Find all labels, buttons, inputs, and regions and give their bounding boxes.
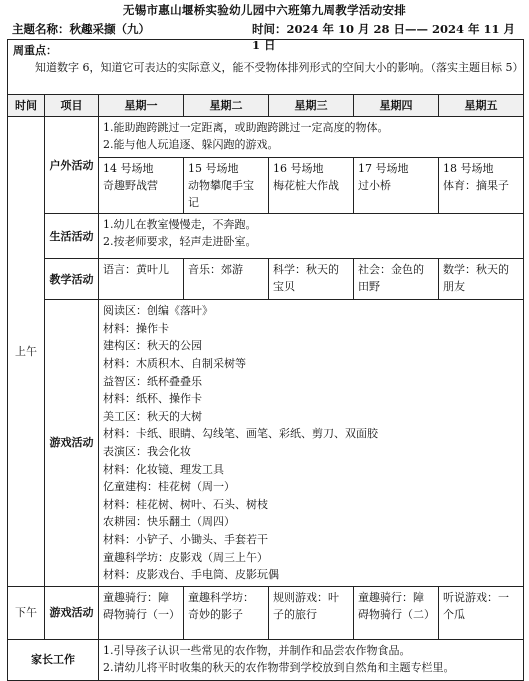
games-line: 材料：化妆镜、理发工具 bbox=[103, 462, 224, 476]
games-line: 建构区：秋天的公园 bbox=[103, 339, 202, 353]
parents-line: 2.请幼儿将平时收集的秋天的农作物带到学校放到自然角和主题专栏里。 bbox=[103, 660, 455, 674]
header-wednesday: 星期三 bbox=[269, 95, 354, 117]
games-content bbox=[99, 300, 524, 587]
venue: 15 号场地 bbox=[188, 162, 239, 176]
parents-row bbox=[8, 639, 524, 680]
header-time: 时间 bbox=[8, 95, 45, 117]
games-line: 材料：操作卡 bbox=[103, 321, 169, 335]
afternoon-row bbox=[8, 586, 524, 639]
header-thursday: 星期四 bbox=[354, 95, 439, 117]
outdoor-monday bbox=[99, 158, 184, 214]
life-line: 2.按老师要求，轻声走进卧室。 bbox=[103, 235, 257, 249]
theme-value: 秋趣采撷（九） bbox=[69, 22, 150, 36]
life-label: 生活活动 bbox=[45, 214, 99, 259]
venue: 14 号场地 bbox=[103, 162, 154, 176]
outdoor-goals-row bbox=[8, 117, 524, 158]
games-line: 农耕园：快乐翻土（周四） bbox=[103, 515, 235, 529]
games-line: 益智区：纸杯叠叠乐 bbox=[103, 374, 202, 388]
games-line: 材料：纸杯、操作卡 bbox=[103, 392, 202, 406]
header-tuesday: 星期二 bbox=[184, 95, 269, 117]
header-row bbox=[8, 95, 524, 117]
activity: 体育：摘果子 bbox=[443, 179, 509, 193]
time-value: 2024 年 10 月 28 日—— 2024 年 11 月 1 日 bbox=[252, 22, 516, 52]
venue: 17 号场地 bbox=[358, 162, 409, 176]
games-line: 材料：小铲子、小锄头、手套若干 bbox=[103, 532, 268, 546]
theme-label: 主题名称： bbox=[12, 22, 70, 36]
venue: 16 号场地 bbox=[273, 162, 324, 176]
pm-wednesday: 规则游戏：叶子的旅行 bbox=[269, 586, 354, 639]
pm-monday: 童趣骑行：障碍物骑行（一） bbox=[99, 586, 184, 639]
outdoor-goal: 2.能与他人玩追逐、躲闪跑的游戏。 bbox=[103, 138, 279, 152]
activity: 过小桥 bbox=[358, 179, 391, 193]
header-friday: 星期五 bbox=[439, 95, 524, 117]
life-line: 1.幼儿在教室慢慢走，不奔跑。 bbox=[103, 218, 257, 232]
life-content bbox=[99, 214, 524, 259]
week-focus-cell bbox=[8, 40, 524, 95]
focus-text: 知道数字 6，知道它可表达的实际意义，能不受物体排列形式的空间大小的影响。（落实主题目标 5） bbox=[35, 61, 524, 75]
games-line: 材料：卡纸、眼睛、勾线笔、画笔、彩纸、剪刀、双面胶 bbox=[103, 427, 378, 441]
games-line: 表演区：我会化妆 bbox=[103, 444, 191, 458]
page-title: 无锡市惠山堰桥实验幼儿园中六班第九周教学活动安排 bbox=[122, 3, 407, 17]
time-label: 时间： bbox=[252, 22, 287, 36]
pm-games-label: 游戏活动 bbox=[45, 586, 99, 639]
focus-heading: 周重点： bbox=[13, 44, 57, 57]
teaching-friday: 数学：秋天的朋友 bbox=[439, 259, 524, 300]
teaching-label: 教学活动 bbox=[45, 259, 99, 300]
outdoor-goal: 1.能助跑跨跳过一定距离，或助跑跨跳过一定高度的物体。 bbox=[103, 121, 389, 135]
teaching-tuesday: 音乐：郊游 bbox=[184, 259, 269, 300]
games-row bbox=[8, 300, 524, 587]
games-line: 亿童建构：桂花树（周一） bbox=[103, 480, 235, 494]
teaching-wednesday: 科学：秋天的宝贝 bbox=[269, 259, 354, 300]
outdoor-tuesday bbox=[184, 158, 269, 214]
activity: 梅花桩大作战 bbox=[273, 179, 339, 193]
activity: 动物攀爬手宝记 bbox=[188, 179, 254, 210]
venue: 18 号场地 bbox=[443, 162, 494, 176]
life-row bbox=[8, 214, 524, 259]
morning-label: 上午 bbox=[8, 117, 45, 587]
outdoor-thursday bbox=[354, 158, 439, 214]
outdoor-friday bbox=[439, 158, 524, 214]
outdoor-label: 户外活动 bbox=[45, 117, 99, 214]
pm-thursday: 童趣骑行：障碍物骑行（二） bbox=[354, 586, 439, 639]
teaching-monday: 语言：黄叶儿 bbox=[99, 259, 184, 300]
games-line: 美工区：秋天的大树 bbox=[103, 409, 202, 423]
teaching-row bbox=[8, 259, 524, 300]
games-line: 材料：桂花树、树叶、石头、树枝 bbox=[103, 497, 268, 511]
games-line: 材料：木质积木、自制采树等 bbox=[103, 356, 246, 370]
games-line: 阅读区：创编《落叶》 bbox=[103, 304, 213, 318]
activity: 奇趣野战营 bbox=[103, 179, 158, 193]
pm-friday: 听说游戏：一个瓜 bbox=[439, 586, 524, 639]
header-monday: 星期一 bbox=[99, 95, 184, 117]
parents-label: 家长工作 bbox=[8, 639, 99, 680]
outdoor-goals bbox=[99, 117, 524, 158]
afternoon-label: 下午 bbox=[8, 586, 45, 639]
parents-content bbox=[99, 639, 524, 680]
pm-tuesday: 童趣科学坊：奇妙的影子 bbox=[184, 586, 269, 639]
parents-line: 1.引导孩子认识一些常见的农作物，并制作和品尝农作物食品。 bbox=[103, 643, 411, 657]
games-line: 童趣科学坊：皮影戏（周三上午） bbox=[103, 550, 268, 564]
teaching-thursday: 社会：金色的田野 bbox=[354, 259, 439, 300]
games-line: 材料：皮影戏台、手电筒、皮影玩偶 bbox=[103, 568, 279, 582]
games-label: 游戏活动 bbox=[45, 300, 99, 587]
schedule-table bbox=[7, 39, 524, 681]
outdoor-wednesday bbox=[269, 158, 354, 214]
focus-row bbox=[8, 40, 524, 95]
header-item: 项目 bbox=[45, 95, 99, 117]
